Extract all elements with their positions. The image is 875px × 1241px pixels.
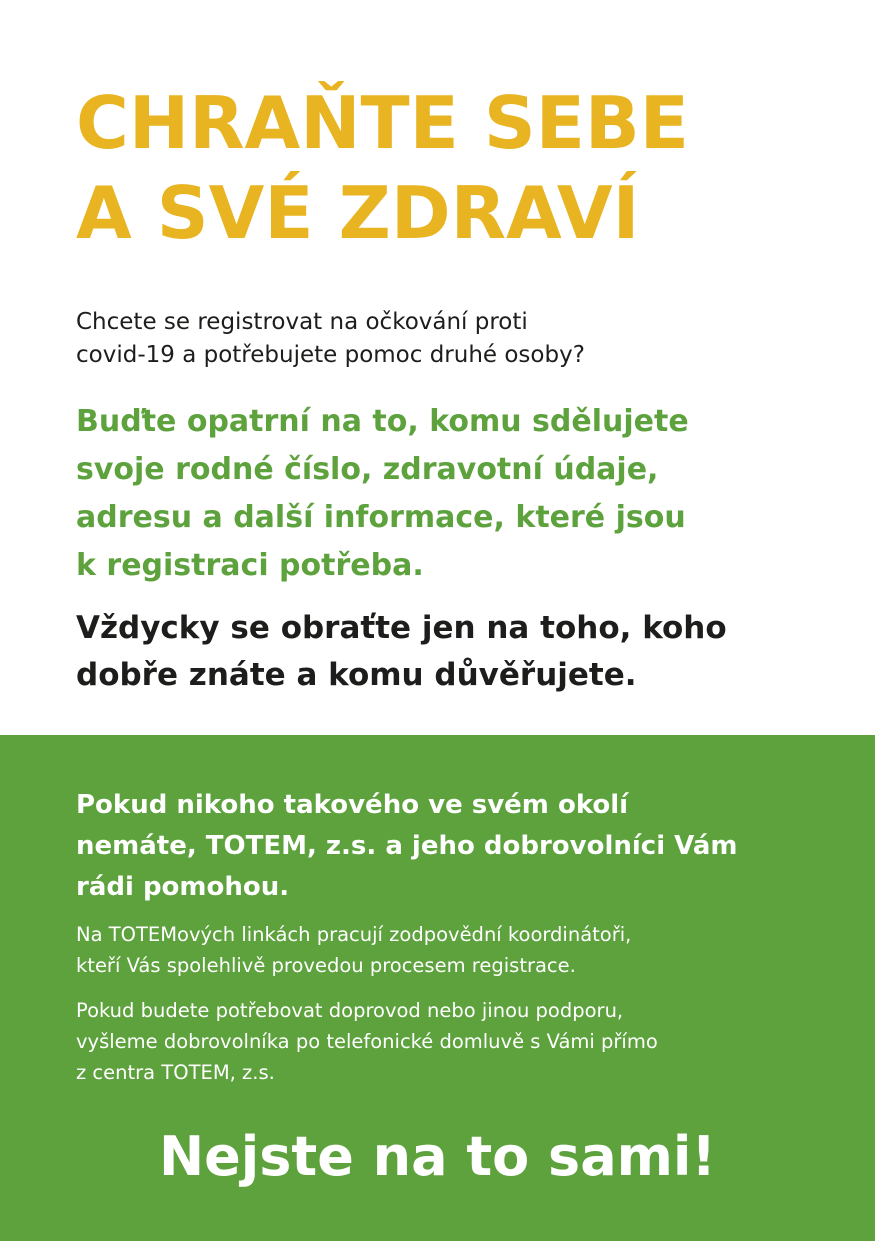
- paragraph-line: Na TOTEMových linkách pracují zodpovědní koordinátoři,: [76, 923, 632, 946]
- volunteer-paragraph: [76, 995, 816, 1088]
- warning-text: [76, 398, 796, 590]
- offer-line: Pokud nikoho takového ve svém okolí: [76, 790, 629, 820]
- intro-text: [76, 306, 796, 372]
- intro-line: Chcete se registrovat na očkování proti: [76, 309, 528, 335]
- warning-line: adresu a další informace, které jsou: [76, 500, 686, 535]
- advice-text: [76, 605, 816, 699]
- advice-line: dobře znáte a komu důvěřujete.: [76, 657, 637, 693]
- warning-line: Buďte opatrní na to, komu sdělujete: [76, 404, 689, 439]
- paragraph-line: Pokud budete potřebovat doprovod nebo jinou podporu,: [76, 999, 624, 1022]
- offer-line: rádi pomohou.: [76, 872, 290, 902]
- paragraph-line: vyšleme dobrovolníka po telefonické domluvě s Vámi přímo: [76, 1030, 658, 1053]
- closing-slogan: Nejste na to sami!: [158, 1125, 717, 1188]
- headline-line: CHRAŇTE SEBE: [76, 81, 689, 165]
- offer-line: nemáte, TOTEM, z.s. a jeho dobrovolníci Vám: [76, 831, 738, 861]
- headline: [76, 78, 856, 258]
- warning-line: svoje rodné číslo, zdravotní údaje,: [76, 452, 659, 487]
- hotline-paragraph: [76, 919, 816, 981]
- intro-line: covid-19 a potřebujete pomoc druhé osoby?: [76, 342, 585, 368]
- headline-line: A SVÉ ZDRAVÍ: [76, 171, 640, 255]
- offer-text: [76, 785, 816, 908]
- warning-line: k registraci potřeba.: [76, 548, 424, 583]
- advice-line: Vždycky se obraťte jen na toho, koho: [76, 610, 727, 646]
- paragraph-line: kteří Vás spolehlivě provedou procesem registrace.: [76, 954, 576, 977]
- paragraph-line: z centra TOTEM, z.s.: [76, 1061, 275, 1084]
